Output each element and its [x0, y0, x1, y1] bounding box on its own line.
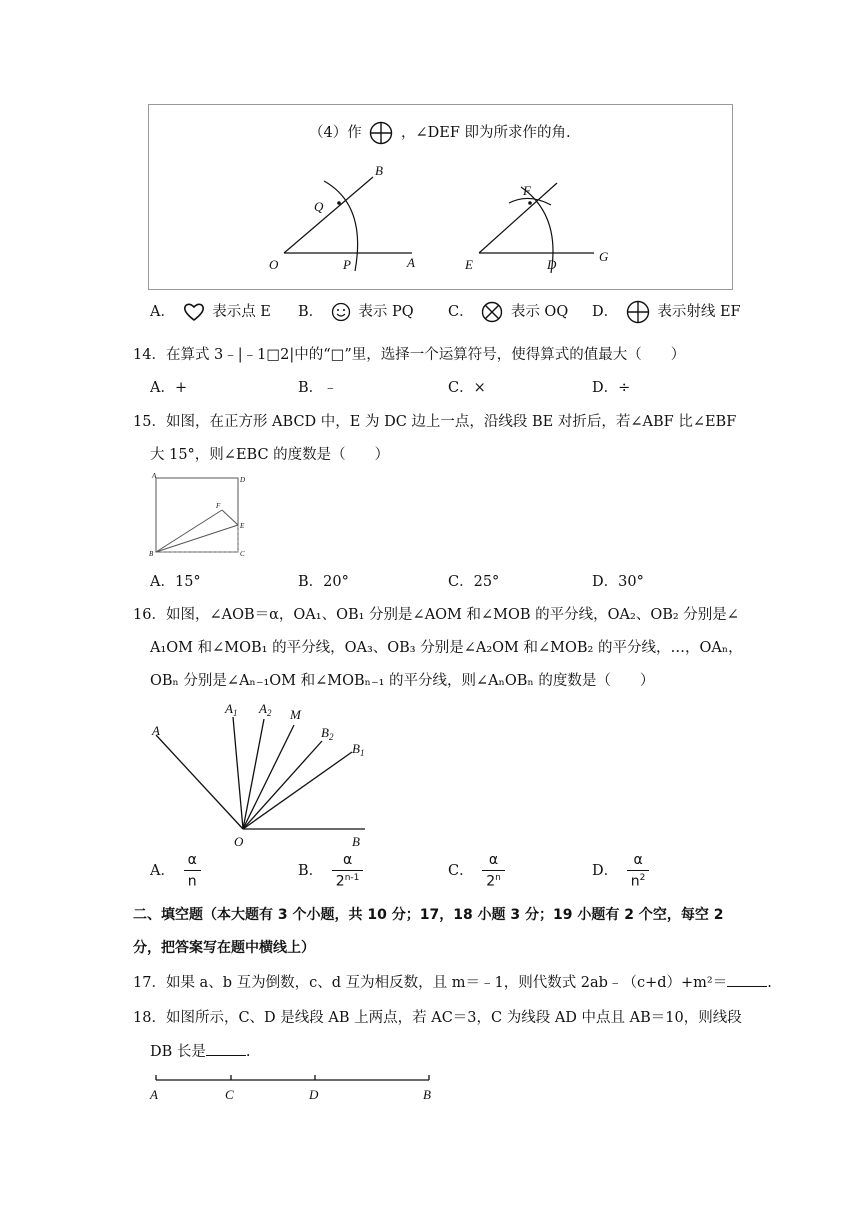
ray-om: [243, 725, 294, 829]
q15-stem-line2: 大 15°，则∠EBC 的度数是（ ）: [150, 447, 390, 463]
label-q: Q: [314, 199, 324, 214]
fraction: $\frac{\alpha}{n^2}$: [627, 852, 650, 890]
q14-stem: 14．在算式 3﹣|﹣1□2|中的“□”里，选择一个运算符号，使得算式的值最大（ ）: [133, 347, 686, 363]
ray-ob: [284, 177, 373, 253]
q15-option-c: C．25°: [448, 574, 500, 590]
q15-option-d: D．30°: [592, 574, 644, 590]
q15-option-a: A．15°: [150, 574, 201, 590]
label-m: M: [290, 707, 301, 722]
q18-line2: DB 长是 .: [150, 1044, 251, 1060]
square-abcd: [156, 478, 238, 552]
label-a: A: [407, 255, 415, 270]
label-e: E: [465, 257, 473, 272]
label-d: D: [547, 257, 557, 272]
label-a2: $A_2$: [259, 701, 272, 718]
q16-stem-line3: OBₙ 分别是∠Aₙ₋₁OM 和∠MOBₙ₋₁ 的平分线，则∠AₙOBₙ 的度数是（ ）: [150, 673, 655, 689]
heart-icon: [183, 302, 205, 322]
ray-oa: [156, 735, 243, 829]
circled-x-icon: [481, 301, 503, 323]
q16-option-d: D． $\frac{\alpha}{n^2}$: [592, 852, 649, 890]
label-e: E: [240, 522, 245, 530]
fraction: $\frac{\alpha}{2^{n-1}}$: [332, 852, 364, 890]
point-f: [528, 201, 532, 205]
q18-stem-line1: 18．如图所示，C、D 是线段 AB 上两点，若 AC＝3，C 为线段 AD 中点且 AB＝10，则线段: [133, 1010, 742, 1026]
label-a: A: [150, 1087, 158, 1102]
q16-stem-line2: A₁OM 和∠MOB₁ 的平分线，OA₃、OB₃ 分别是∠A₂OM 和∠MOB₂ 的平分线，…，OAₙ，: [150, 640, 743, 656]
label-d: D: [240, 476, 246, 484]
label-b: B: [423, 1087, 431, 1102]
ray-ef: [479, 183, 557, 253]
label-c: C: [225, 1087, 234, 1102]
q15-option-b: B．20°: [298, 574, 349, 590]
label-o: O: [234, 834, 244, 849]
q17-stem: 17．如果 a、b 互为倒数，c、d 互为相反数，且 m＝﹣1，则代数式 2ab﹣（c+d）+m²＝: [133, 975, 728, 991]
label-p: P: [343, 257, 351, 272]
section2-heading-line2: 分，把答案写在题中横线上）: [133, 940, 315, 956]
q16-stem-line1: 16．如图，∠AOB＝α，OA₁、OB₁ 分别是∠AOM 和∠MOB 的平分线，OA₂、OB₂ 分别是∠: [133, 607, 739, 623]
q13-option-a: A． 表示点 E: [150, 304, 271, 320]
ray-ob1: [243, 752, 352, 829]
q14-option-b: B．﹣: [298, 380, 338, 396]
label-f: F: [216, 502, 221, 510]
label-b: B: [375, 163, 383, 178]
circled-plus-icon: [626, 300, 650, 324]
ray-oa1: [233, 717, 243, 829]
q16-angle-figure: [140, 695, 390, 855]
label-a1: $A_1$: [225, 701, 238, 718]
q15-square-figure: [146, 470, 256, 562]
label-o: O: [269, 257, 279, 272]
label-b1: $B_1$: [352, 741, 365, 758]
label-a: A: [152, 723, 160, 738]
q16-option-a: A． $\frac{\alpha}{n}$: [150, 852, 201, 890]
q16-option-b: B． $\frac{\alpha}{2^{n-1}}$: [298, 852, 363, 890]
fraction: $\frac{\alpha}{2^n}$: [482, 852, 505, 890]
section2-heading-line1: 二、填空题（本大题有 3 个小题，共 10 分；17，18 小题 3 分；19 小题有 2 个空，每空 2: [133, 907, 724, 923]
q13-construction-figure: [149, 105, 732, 289]
label-f: F: [523, 183, 531, 198]
fraction: $\frac{\alpha}{n}$: [184, 852, 201, 890]
ray-oa2: [243, 719, 264, 829]
answer-blank[interactable]: [206, 1054, 246, 1056]
label-b: B: [149, 550, 154, 558]
q15-stem-line1: 15．如图，在正方形 ABCD 中，E 为 DC 边上一点，沿线段 BE 对折后，若∠ABF 比∠EBF: [133, 414, 737, 430]
q17-line: 17．如果 a、b 互为倒数，c、d 互为相反数，且 m＝﹣1，则代数式 2ab﹣（c+d）+m²＝ .: [133, 975, 772, 991]
q13-step4-text: （4）作 ，∠DEF 即为所求作的角.: [309, 121, 571, 145]
q13-option-b: B． 表示 PQ: [298, 304, 414, 320]
q14-option-a: A．+: [150, 380, 188, 396]
q13-option-c: C． 表示 OQ: [448, 300, 568, 323]
q14-option-c: C．×: [448, 380, 486, 396]
segment-fe: [222, 510, 238, 525]
smiley-icon: [331, 302, 351, 322]
answer-blank[interactable]: [727, 985, 767, 987]
label-c: C: [240, 550, 245, 558]
label-a: A: [152, 472, 157, 480]
segment-bf: [156, 510, 222, 552]
q13-option-d: D． 表示射线 EF: [592, 300, 741, 324]
q14-option-d: D．÷: [592, 380, 631, 396]
label-b2: $B_2$: [321, 725, 334, 742]
point-q: [337, 201, 341, 205]
q18-segment-figure: [140, 1070, 450, 1110]
label-g: G: [599, 249, 609, 264]
q16-option-c: C． $\frac{\alpha}{2^n}$: [448, 852, 505, 890]
ray-ob2: [243, 741, 322, 829]
q13-step4-box: [148, 104, 733, 290]
segment-be: [156, 525, 238, 552]
label-d: D: [309, 1087, 319, 1102]
label-b: B: [352, 834, 360, 849]
